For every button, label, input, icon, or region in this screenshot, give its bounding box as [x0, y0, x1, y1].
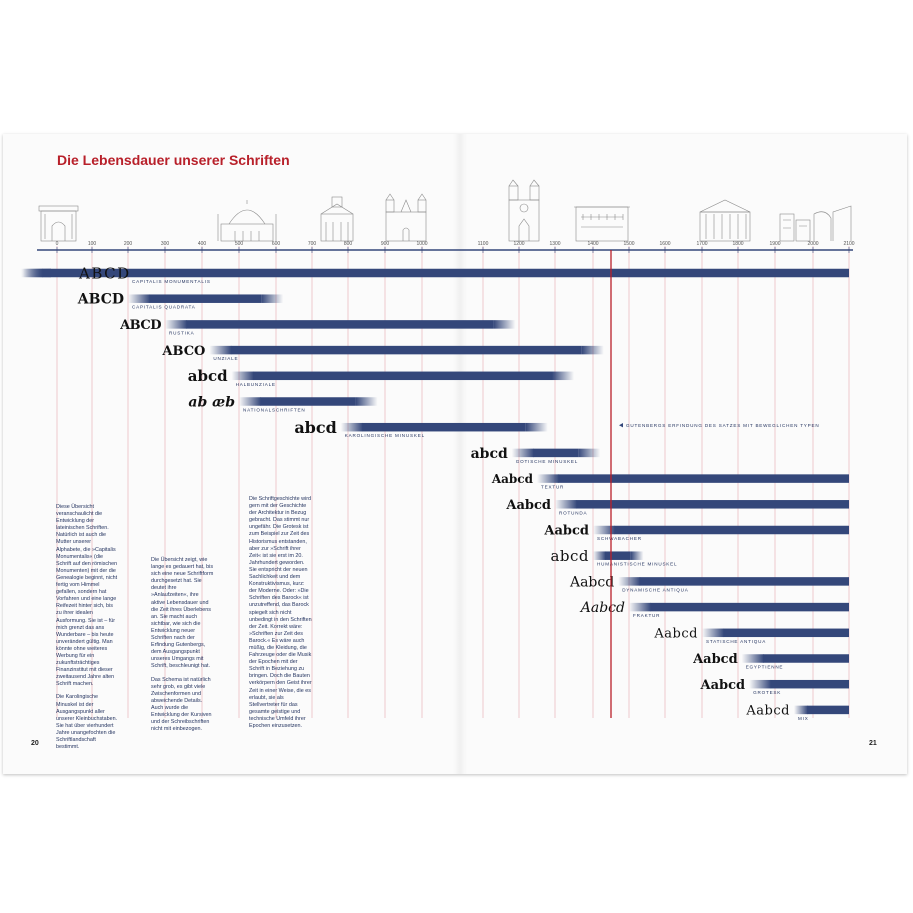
bar-fade-in	[593, 551, 606, 560]
script-name-label: KAROLINGISCHE MINUSKEL	[344, 433, 425, 439]
script-name-label: CAPITALIS QUADRATA	[132, 304, 196, 310]
bar-fade-out	[356, 397, 378, 406]
axis-tick-label: 100	[87, 241, 97, 247]
lifespan-bar	[771, 680, 849, 689]
bar-fade-in	[232, 372, 254, 381]
lifespan-bar	[559, 474, 850, 483]
script-name-label: UNZIALE	[213, 356, 239, 362]
script-name-label: NATIONALSCHRIFTEN	[243, 407, 306, 413]
lifespan-bar	[261, 397, 356, 406]
script-name-label: HUMANISTISCHE MINUSKEL	[597, 561, 678, 567]
script-specimen: Aabcd	[654, 626, 698, 642]
script-specimen: ABCD	[77, 291, 124, 308]
page-title: Die Lebensdauer unserer Schriften	[57, 152, 290, 168]
bar-fade-out	[631, 551, 644, 560]
lifespan-bar	[724, 629, 850, 638]
script-name-label: DYNAMISCHE ANTIQUA	[622, 587, 689, 593]
page-number-right: 21	[869, 740, 877, 747]
script-name-label: FRAKTUR	[633, 613, 661, 619]
bar-fade-in	[749, 680, 771, 689]
axis-tick-label: 400	[197, 241, 207, 247]
gutenberg-annotation: GUTENBERGS ERFINDUNG DES SATZES MIT BEWEGLICHEN TYPEN	[626, 423, 820, 428]
script-row	[745, 704, 849, 721]
script-specimen: Aabcd	[693, 652, 738, 668]
bar-fade-in	[209, 346, 231, 355]
axis-tick-label: 800	[343, 241, 353, 247]
bar-fade-in	[794, 706, 808, 715]
page-number-left: 20	[31, 740, 39, 747]
script-row	[471, 446, 601, 464]
script-row	[550, 547, 677, 567]
axis-tick-label: 1700	[696, 241, 708, 247]
lifespan-bar	[150, 294, 262, 303]
script-name-label: MIX	[798, 715, 809, 721]
lifespan-bar	[231, 346, 582, 355]
lifespan-bar	[577, 500, 850, 509]
paragraph: Die Karolingische Minuskel ist der Ausgangspunkt aller unserer Kleinbuchstaben. Sie hat über vierhundert Jahre unangefochten die Schriftlandschaft bestimmt.	[56, 694, 118, 751]
script-timeline-chart	[3, 134, 907, 774]
hagia-sophia-icon	[218, 200, 276, 241]
bar-fade-in	[341, 423, 363, 432]
paragraph: Das Schema ist natürlich sehr grob, es gibt viele Zwischenformen und abweichende Details. Auch wurde die Entwicklung der Kursiven und der Schreibschriften nicht mit einbezogen.	[151, 676, 212, 733]
bar-fade-in	[537, 474, 559, 483]
axis-tick-label: 500	[234, 241, 244, 247]
axis-tick-label: 1200	[513, 241, 525, 247]
script-specimen: Aabcd	[569, 574, 615, 591]
lifespan-bar	[615, 526, 850, 535]
script-name-label: GROTESK	[753, 690, 782, 696]
gothic-cathedral-icon	[509, 180, 539, 241]
script-name-label: GOTISCHE MINUSKEL	[515, 458, 579, 464]
script-name-label: EGYPTIENNE	[745, 664, 784, 670]
script-row	[579, 600, 849, 618]
script-row	[77, 292, 283, 310]
script-name-label: SCHWABACHER	[597, 536, 642, 541]
script-specimen: ABCD	[120, 318, 161, 334]
script-specimen: abcd	[470, 445, 508, 462]
script-row	[188, 395, 377, 413]
text-column-3	[249, 496, 313, 736]
script-specimen: Aabcd	[506, 497, 551, 513]
paragraph: Die Übersicht zeigt, wie lange es gedauert hat, bis sich eine neue Schriftform durchgesetzt hat. Sie deutet ihre »Anlaufzeiten«, ihre aktive Lebensdauer und die Zeit ihres Überlebens an. Sie macht auch sichtbar, wie sich die Entwicklung neuer Schriften nach der Erfindung Gutenbergs, dem Ausgangspunkt unseres Umgangs mit Schrift, beschleunigt hat.	[151, 557, 214, 670]
modern-buildings-icon	[780, 206, 851, 241]
bar-fade-out	[261, 294, 283, 303]
script-specimen: abcd	[187, 367, 228, 386]
script-specimen: ab æb	[188, 394, 235, 411]
renaissance-palace-icon	[574, 207, 630, 241]
lifespan-bar	[763, 654, 849, 663]
bar-fade-out	[526, 423, 548, 432]
axis-tick-label: 1100	[477, 241, 489, 247]
bar-fade-out	[578, 449, 600, 458]
axis-tick-label: 600	[271, 241, 281, 247]
axis-tick-label: 900	[380, 241, 390, 247]
axis-tick-label: 1500	[623, 241, 635, 247]
lifespan-bar	[651, 603, 850, 612]
script-specimen: ABCO	[162, 343, 206, 359]
romanesque-church-icon	[321, 197, 353, 241]
axis-tick-label: 0	[55, 241, 59, 247]
romanesque-cathedral-icon	[386, 194, 426, 241]
bar-fade-in	[512, 449, 534, 458]
bar-fade-in	[593, 526, 615, 535]
axis-tick-label: 2000	[807, 241, 819, 247]
script-row	[692, 652, 849, 669]
classicist-temple-icon	[700, 200, 750, 241]
script-row	[21, 264, 849, 284]
script-name-label: RUSTIKA	[169, 330, 195, 336]
axis-tick-label: 1800	[732, 241, 744, 247]
script-specimen: Aabcd	[544, 523, 589, 539]
arrow-left-icon	[619, 423, 623, 427]
script-specimen: abcd	[294, 417, 337, 437]
lifespan-bar	[605, 551, 631, 560]
axis-tick-label: 200	[123, 241, 133, 247]
script-specimen: Aabcd	[580, 600, 625, 617]
script-row	[161, 344, 603, 361]
lifespan-bar	[253, 372, 552, 381]
axis-tick-label: 1400	[587, 241, 599, 247]
bar-fade-in	[629, 603, 651, 612]
script-row	[491, 472, 849, 490]
bar-fade-out	[552, 372, 574, 381]
bar-fade-in	[702, 629, 724, 638]
script-row	[294, 418, 547, 438]
triumphal-arch-icon	[39, 206, 78, 241]
bar-fade-in	[128, 294, 150, 303]
axis-tick-label: 2100	[843, 241, 855, 247]
script-specimen: abcd	[550, 547, 589, 566]
bar-fade-in	[742, 654, 764, 663]
axis-tick-label: 1900	[769, 241, 781, 247]
axis-tick-label: 1000	[416, 241, 428, 247]
paragraph: Die Schriftgeschichte wird gern mit der Geschichte der Architektur in Bezug gebracht. Das stimmt nur ungefähr. Die Grotesk ist zum Beispiel zur Zeit des Historismus entstanden, aber zur »Schrift ihrer Zeit« ist sie erst im 20. Jahrhundert geworden. Sie entspricht der neuen Sachlichkeit und dem Konstruktivismus, kurz: der Moderne. Oder: »Die Schriften des Barock« ist unzutreffend, das Barock spiegelt sich nicht unbedingt in den Schriften der Zeit. Korrekt wäre: »Schriften zur Zeit des Barock.« Es wäre auch müßig, die Kleidung, die Fahrzeuge oder die Musik der Epochen mit der Schrift in Beziehung zu bringen. Doch die Bauten verkörpern den Geist ihrer Zeit in einer Weise, die es erlaubt, sie als Stellvertreter für das gesamte geistige und technische Umfeld ihrer Epochen einzusetzen.	[249, 496, 312, 729]
bar-fade-in	[618, 577, 640, 586]
script-specimen: ABCD	[79, 264, 131, 283]
script-row	[505, 498, 849, 515]
lifespan-bar	[362, 423, 526, 432]
script-name-label: CAPITALIS MONUMENTALIS	[132, 279, 211, 284]
axis-tick-label: 1600	[659, 241, 671, 247]
script-row	[119, 318, 515, 335]
script-specimen: Aabcd	[700, 677, 746, 693]
script-name-label: HALBUNZIALE	[235, 381, 276, 387]
lifespan-bar	[640, 577, 849, 586]
axis-tick-label: 300	[160, 241, 170, 247]
script-row	[653, 626, 849, 643]
script-specimen: Aabcd	[746, 703, 790, 719]
bar-fade-in	[21, 269, 43, 278]
bar-fade-in	[555, 500, 577, 509]
script-row	[699, 678, 849, 695]
script-name-label: STATISCHE ANTIQUA	[706, 638, 767, 644]
bar-fade-in	[239, 397, 261, 406]
lifespan-bar	[533, 449, 578, 458]
text-column-2	[151, 557, 214, 739]
axis-tick-label: 700	[307, 241, 317, 247]
book-spread	[3, 134, 907, 774]
bar-fade-in	[165, 320, 187, 329]
axis-tick-label: 1300	[549, 241, 561, 247]
script-specimen: Aabcd	[491, 471, 533, 486]
bar-fade-out	[493, 320, 515, 329]
bar-fade-out	[582, 346, 604, 355]
script-name-label: TEXTUR	[541, 484, 565, 490]
script-row	[188, 367, 574, 387]
text-column-1	[56, 504, 118, 757]
lifespan-bar	[807, 706, 849, 715]
paragraph: Diese Übersicht veranschaulicht die Entwicklung der lateinischen Schriften. Natürlich ist auch die Mutter unserer Alphabete, die »Capitalis Monumentalis« (die Schrift auf den römischen Monumenten) mit der die Genealogie beginnt, nicht fertig vom Himmel gefallen, sondern hat Vorfahren und eine lange Reifezeit hinter sich, bis zu ihrer idealen Ausformung. Sie ist – für mich grenzt das ans Wunderbare – bis heute unverändert gültig. Man könnte ohne weiteres Werbung für ein zukunftsträchtiges Finanzinstitut mit dieser zweitausend Jahre alten Schrift machen.	[56, 504, 118, 688]
script-row	[543, 524, 849, 541]
lifespan-bar	[43, 269, 850, 278]
lifespan-bar	[187, 320, 494, 329]
script-name-label: ROTUNDA	[559, 510, 588, 516]
